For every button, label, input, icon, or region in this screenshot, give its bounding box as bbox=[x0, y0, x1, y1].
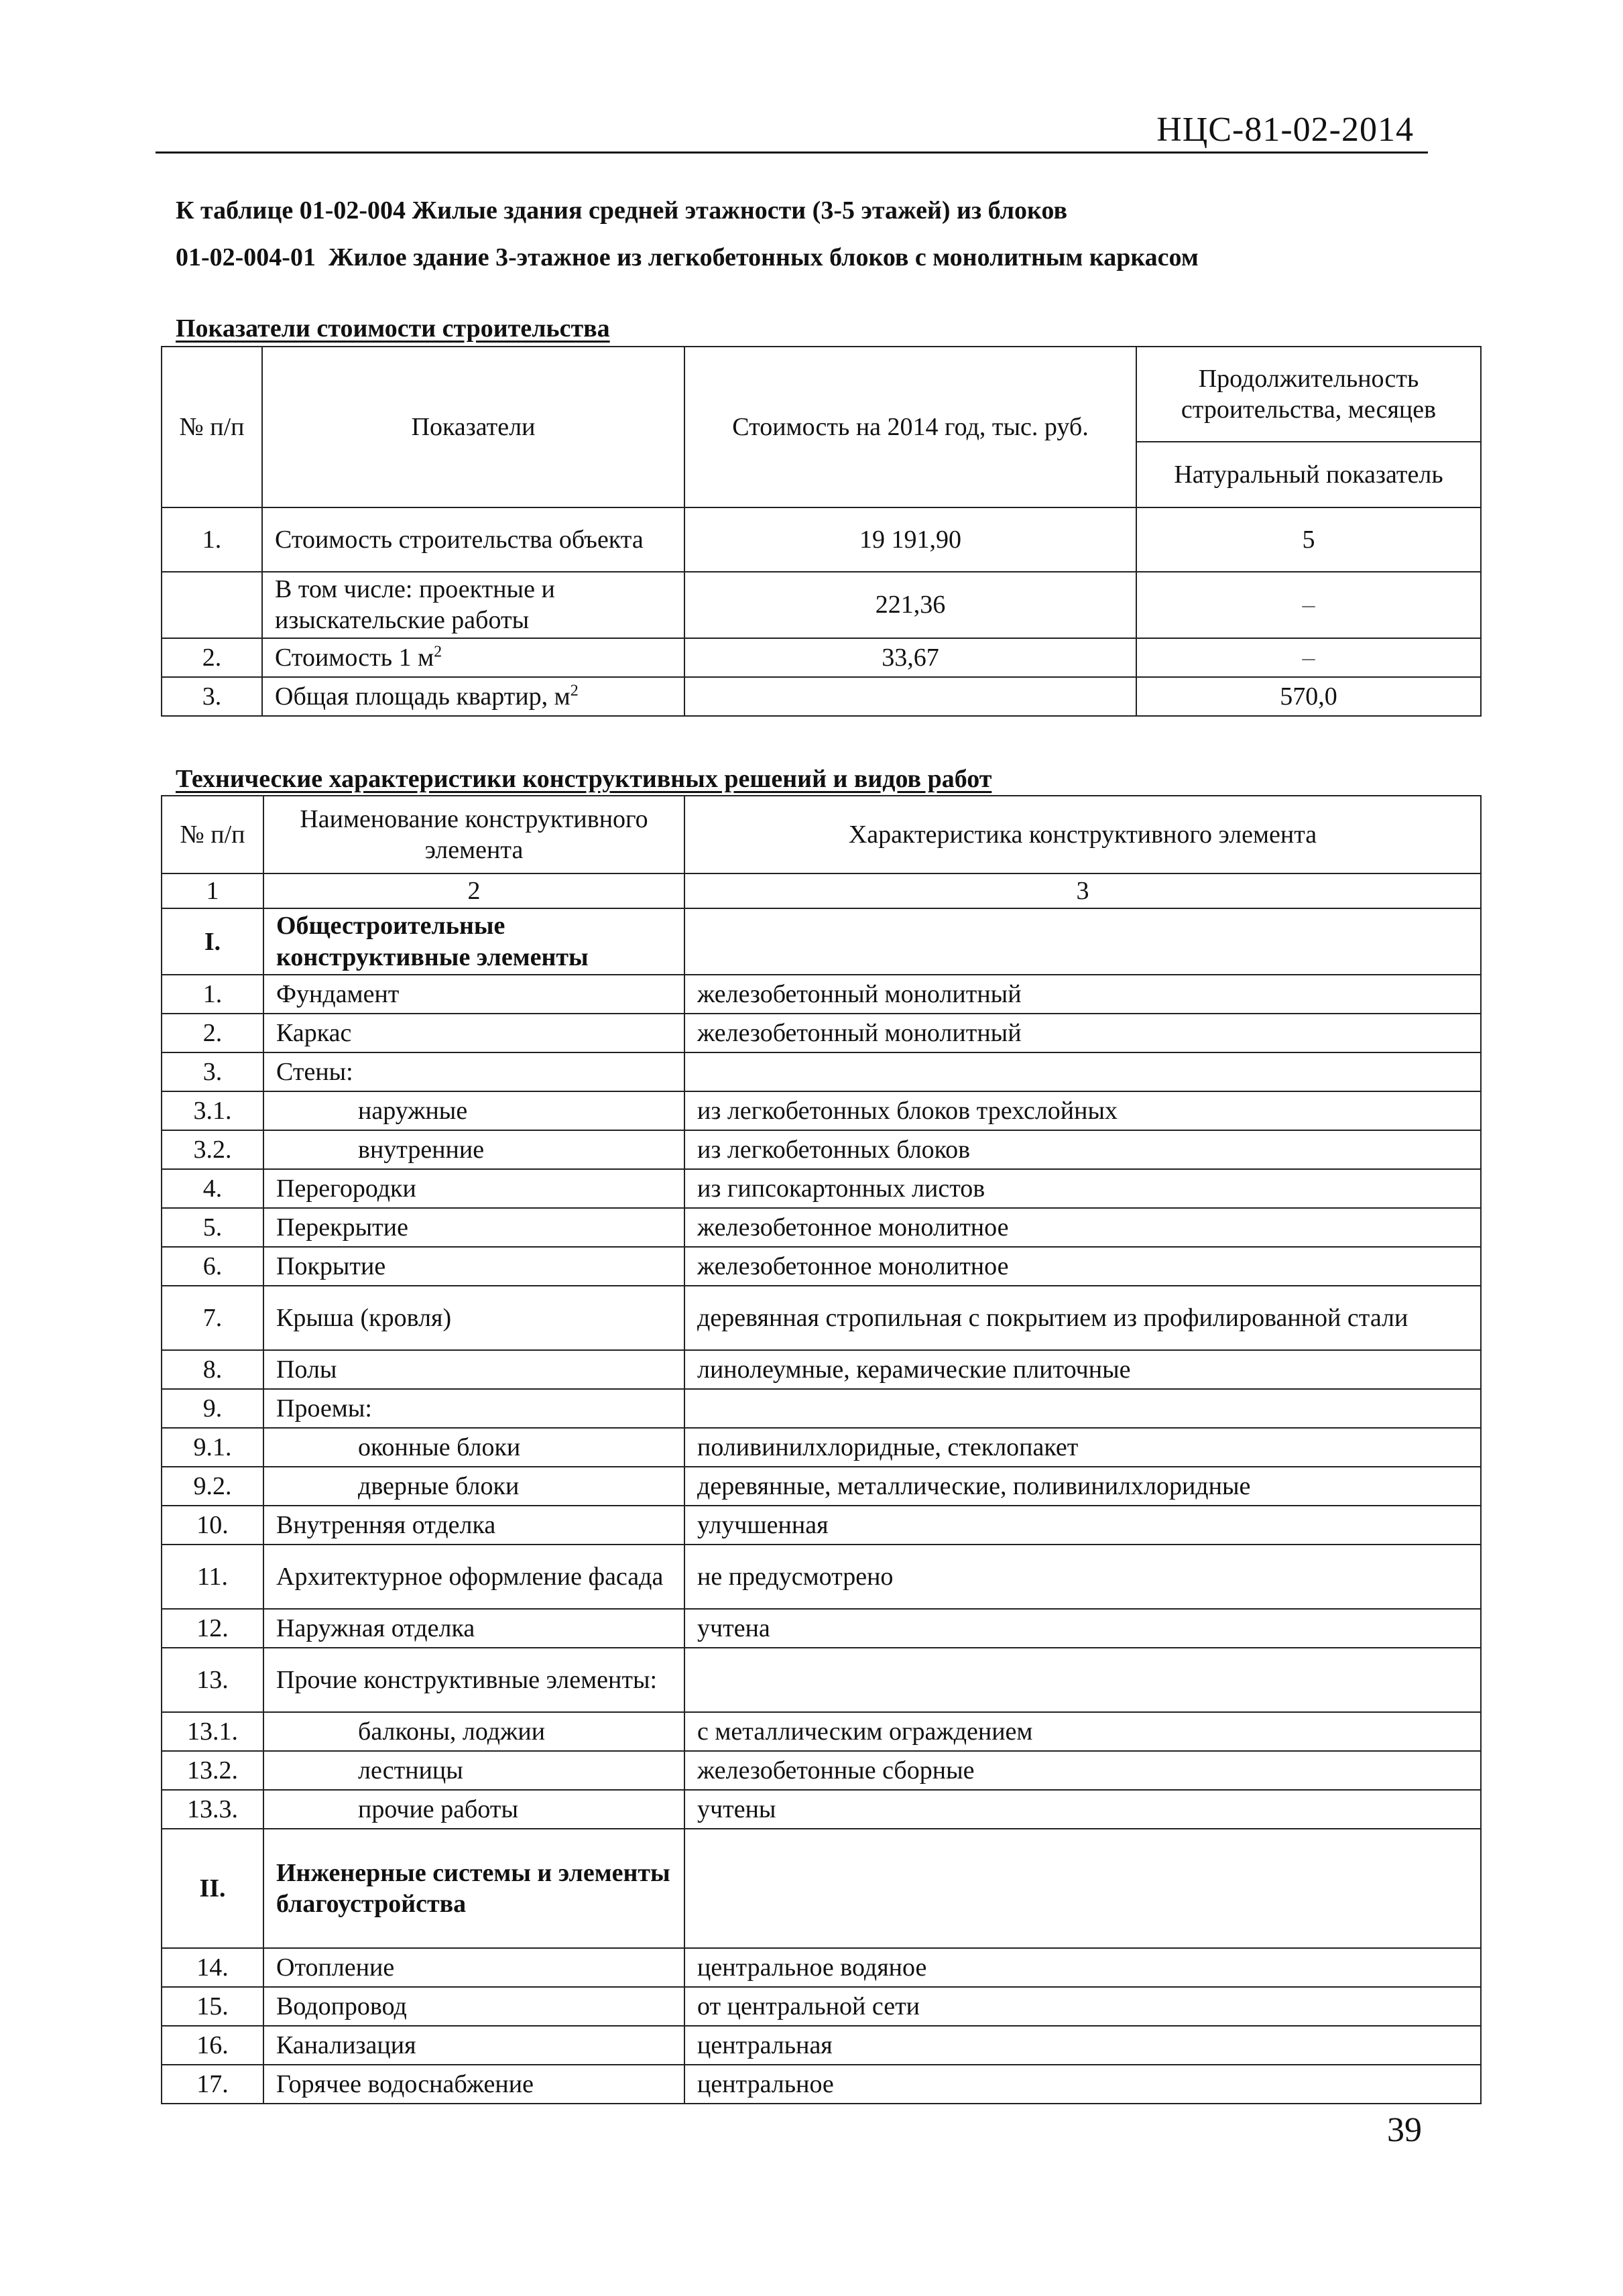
table-row bbox=[162, 1428, 1481, 1467]
row-characteristic: с металлическим ограждением bbox=[684, 1712, 1481, 1751]
row-characteristic bbox=[684, 908, 1481, 975]
row-num: 13.2. bbox=[162, 1751, 263, 1790]
row-element-name: Крыша (кровля) bbox=[263, 1286, 684, 1350]
row-characteristic: железобетонный монолитный bbox=[684, 1014, 1481, 1052]
cost-header-duration: Продолжительность строительства, месяцев bbox=[1136, 347, 1481, 442]
table-row bbox=[162, 507, 1481, 572]
row-characteristic: улучшенная bbox=[684, 1506, 1481, 1545]
tech-table-caption: Технические характеристики конструктивных решений и видов работ bbox=[176, 765, 992, 793]
table-row bbox=[162, 1014, 1481, 1052]
row-element-name: Общестроительные конструктивные элементы bbox=[263, 908, 684, 975]
row-name-text: Стоимость 1 м bbox=[275, 643, 434, 672]
row-element-name: Наружная отделка bbox=[263, 1609, 684, 1648]
row-characteristic: из гипсокартонных листов bbox=[684, 1169, 1481, 1208]
cost-header-natural: Натуральный показатель bbox=[1136, 442, 1481, 507]
row-characteristic: железобетонное монолитное bbox=[684, 1208, 1481, 1247]
row-num: 13. bbox=[162, 1648, 263, 1712]
row-characteristic: из легкобетонных блоков bbox=[684, 1130, 1481, 1169]
row-element-name: Водопровод bbox=[263, 1987, 684, 2026]
row-num: 7. bbox=[162, 1286, 263, 1350]
row-characteristic: не предусмотрено bbox=[684, 1545, 1481, 1609]
row-name-text: Общая площадь квартир, м bbox=[275, 682, 570, 711]
cost-header-indicators: Показатели bbox=[262, 347, 684, 507]
row-element-name: Каркас bbox=[263, 1014, 684, 1052]
row-name: Стоимость строительства объекта bbox=[262, 507, 684, 572]
table-row bbox=[162, 1829, 1481, 1948]
row-characteristic bbox=[684, 1648, 1481, 1712]
row-name-superscript: 2 bbox=[570, 681, 579, 699]
table-row bbox=[162, 975, 1481, 1014]
row-element-name: внутренние bbox=[263, 1130, 684, 1169]
item-title: 01-02-004-01 Жилое здание 3-этажное из легкобетонных блоков с монолитным каркасом bbox=[176, 243, 1199, 271]
row-element-name: Перекрытие bbox=[263, 1208, 684, 1247]
row-element-name: Фундамент bbox=[263, 975, 684, 1014]
row-num: 3. bbox=[162, 1052, 263, 1091]
row-cost: 221,36 bbox=[684, 572, 1136, 638]
row-num: I. bbox=[162, 908, 263, 975]
tech-header-element: Наименование конструктивного элемента bbox=[263, 796, 684, 873]
table-row bbox=[162, 1467, 1481, 1506]
row-element-name: Перегородки bbox=[263, 1169, 684, 1208]
tech-header-num: № п/п bbox=[162, 796, 263, 873]
table-row bbox=[162, 1506, 1481, 1545]
table-row bbox=[162, 2026, 1481, 2065]
row-cost: 19 191,90 bbox=[684, 507, 1136, 572]
row-num: 16. bbox=[162, 2026, 263, 2065]
table-row bbox=[162, 1091, 1481, 1130]
row-num: 1. bbox=[162, 975, 263, 1014]
table-row bbox=[162, 1208, 1481, 1247]
row-num: 13.3. bbox=[162, 1790, 263, 1829]
row-num: 3.2. bbox=[162, 1130, 263, 1169]
row-num: 14. bbox=[162, 1948, 263, 1987]
tech-column-number-2: 2 bbox=[263, 873, 684, 908]
table-reference-title: К таблице 01-02-004 Жилые здания средней этажности (3-5 этажей) из блоков bbox=[176, 196, 1067, 225]
tech-header-characteristic: Характеристика конструктивного элемента bbox=[684, 796, 1481, 873]
table-row bbox=[162, 1648, 1481, 1712]
row-value: 5 bbox=[1136, 507, 1481, 572]
row-characteristic: деревянная стропильная с покрытием из профилированной стали bbox=[684, 1286, 1481, 1350]
row-num: 3.1. bbox=[162, 1091, 263, 1130]
row-num: 9.2. bbox=[162, 1467, 263, 1506]
row-element-name: Покрытие bbox=[263, 1247, 684, 1286]
table-row bbox=[162, 1286, 1481, 1350]
row-name bbox=[262, 638, 684, 677]
row-num: 5. bbox=[162, 1208, 263, 1247]
row-element-name: Отопление bbox=[263, 1948, 684, 1987]
cost-table bbox=[161, 346, 1482, 717]
row-num: 6. bbox=[162, 1247, 263, 1286]
row-characteristic: железобетонные сборные bbox=[684, 1751, 1481, 1790]
row-num: 12. bbox=[162, 1609, 263, 1648]
row-element-name: Полы bbox=[263, 1350, 684, 1389]
row-element-name: наружные bbox=[263, 1091, 684, 1130]
row-value: – bbox=[1136, 638, 1481, 677]
row-characteristic: от центральной сети bbox=[684, 1987, 1481, 2026]
row-characteristic: учтены bbox=[684, 1790, 1481, 1829]
row-element-name: Горячее водоснабжение bbox=[263, 2065, 684, 2104]
row-num: II. bbox=[162, 1829, 263, 1948]
table-row bbox=[162, 908, 1481, 975]
document-code: НЦС-81-02-2014 bbox=[1156, 111, 1414, 149]
row-num: 13.1. bbox=[162, 1712, 263, 1751]
table-row bbox=[162, 572, 1481, 638]
row-element-name: Внутренняя отделка bbox=[263, 1506, 684, 1545]
row-value: 570,0 bbox=[1136, 677, 1481, 716]
row-element-name: балконы, лоджии bbox=[263, 1712, 684, 1751]
table-row bbox=[162, 1130, 1481, 1169]
tech-column-number-1: 1 bbox=[162, 873, 263, 908]
row-characteristic: из легкобетонных блоков трехслойных bbox=[684, 1091, 1481, 1130]
table-row bbox=[162, 1609, 1481, 1648]
row-characteristic: железобетонное монолитное bbox=[684, 1247, 1481, 1286]
row-characteristic bbox=[684, 1829, 1481, 1948]
table-row bbox=[162, 1751, 1481, 1790]
table-row bbox=[162, 1545, 1481, 1609]
row-characteristic: деревянные, металлические, поливинилхлоридные bbox=[684, 1467, 1481, 1506]
tech-column-number-3: 3 bbox=[684, 873, 1481, 908]
cost-header-cost: Стоимость на 2014 год, тыс. руб. bbox=[684, 347, 1136, 507]
row-characteristic: центральная bbox=[684, 2026, 1481, 2065]
row-element-name: дверные блоки bbox=[263, 1467, 684, 1506]
row-num: 17. bbox=[162, 2065, 263, 2104]
table-row bbox=[162, 1169, 1481, 1208]
tech-table bbox=[161, 795, 1482, 2104]
table-row bbox=[162, 1790, 1481, 1829]
row-name: В том числе: проектные и изыскательские работы bbox=[262, 572, 684, 638]
row-characteristic bbox=[684, 1052, 1481, 1091]
header-rule bbox=[156, 152, 1428, 154]
row-num: 2. bbox=[162, 638, 262, 677]
row-characteristic: центральное bbox=[684, 2065, 1481, 2104]
row-element-name: Инженерные системы и элементы благоустройства bbox=[263, 1829, 684, 1948]
row-element-name: Стены: bbox=[263, 1052, 684, 1091]
row-num: 2. bbox=[162, 1014, 263, 1052]
table-row bbox=[162, 2065, 1481, 2104]
row-num: 15. bbox=[162, 1987, 263, 2026]
row-cost bbox=[684, 677, 1136, 716]
row-value: – bbox=[1136, 572, 1481, 638]
table-row bbox=[162, 1247, 1481, 1286]
row-characteristic: поливинилхлоридные, стеклопакет bbox=[684, 1428, 1481, 1467]
row-num: 3. bbox=[162, 677, 262, 716]
cost-header-num: № п/п bbox=[162, 347, 262, 507]
row-element-name: Канализация bbox=[263, 2026, 684, 2065]
table-row bbox=[162, 1389, 1481, 1428]
row-characteristic: железобетонный монолитный bbox=[684, 975, 1481, 1014]
table-row bbox=[162, 677, 1481, 716]
row-element-name: Проемы: bbox=[263, 1389, 684, 1428]
table-row bbox=[162, 1052, 1481, 1091]
row-element-name: лестницы bbox=[263, 1751, 684, 1790]
row-characteristic: центральное водяное bbox=[684, 1948, 1481, 1987]
row-num: 11. bbox=[162, 1545, 263, 1609]
table-row bbox=[162, 1987, 1481, 2026]
row-element-name: прочие работы bbox=[263, 1790, 684, 1829]
row-num: 9. bbox=[162, 1389, 263, 1428]
tech-table-body bbox=[162, 908, 1481, 2104]
row-characteristic: линолеумные, керамические плиточные bbox=[684, 1350, 1481, 1389]
row-name bbox=[262, 677, 684, 716]
cost-table-caption: Показатели стоимости строительства bbox=[176, 314, 610, 343]
page-number: 39 bbox=[1387, 2111, 1422, 2149]
table-row bbox=[162, 1712, 1481, 1751]
row-element-name: Архитектурное оформление фасада bbox=[263, 1545, 684, 1609]
row-num: 1. bbox=[162, 507, 262, 572]
row-characteristic: учтена bbox=[684, 1609, 1481, 1648]
row-characteristic bbox=[684, 1389, 1481, 1428]
table-row bbox=[162, 638, 1481, 677]
row-cost: 33,67 bbox=[684, 638, 1136, 677]
row-name-superscript: 2 bbox=[434, 642, 442, 660]
row-element-name: оконные блоки bbox=[263, 1428, 684, 1467]
row-num: 10. bbox=[162, 1506, 263, 1545]
table-row bbox=[162, 1350, 1481, 1389]
table-row bbox=[162, 1948, 1481, 1987]
row-num: 8. bbox=[162, 1350, 263, 1389]
row-num: 9.1. bbox=[162, 1428, 263, 1467]
row-element-name: Прочие конструктивные элементы: bbox=[263, 1648, 684, 1712]
row-num bbox=[162, 572, 262, 638]
row-num: 4. bbox=[162, 1169, 263, 1208]
